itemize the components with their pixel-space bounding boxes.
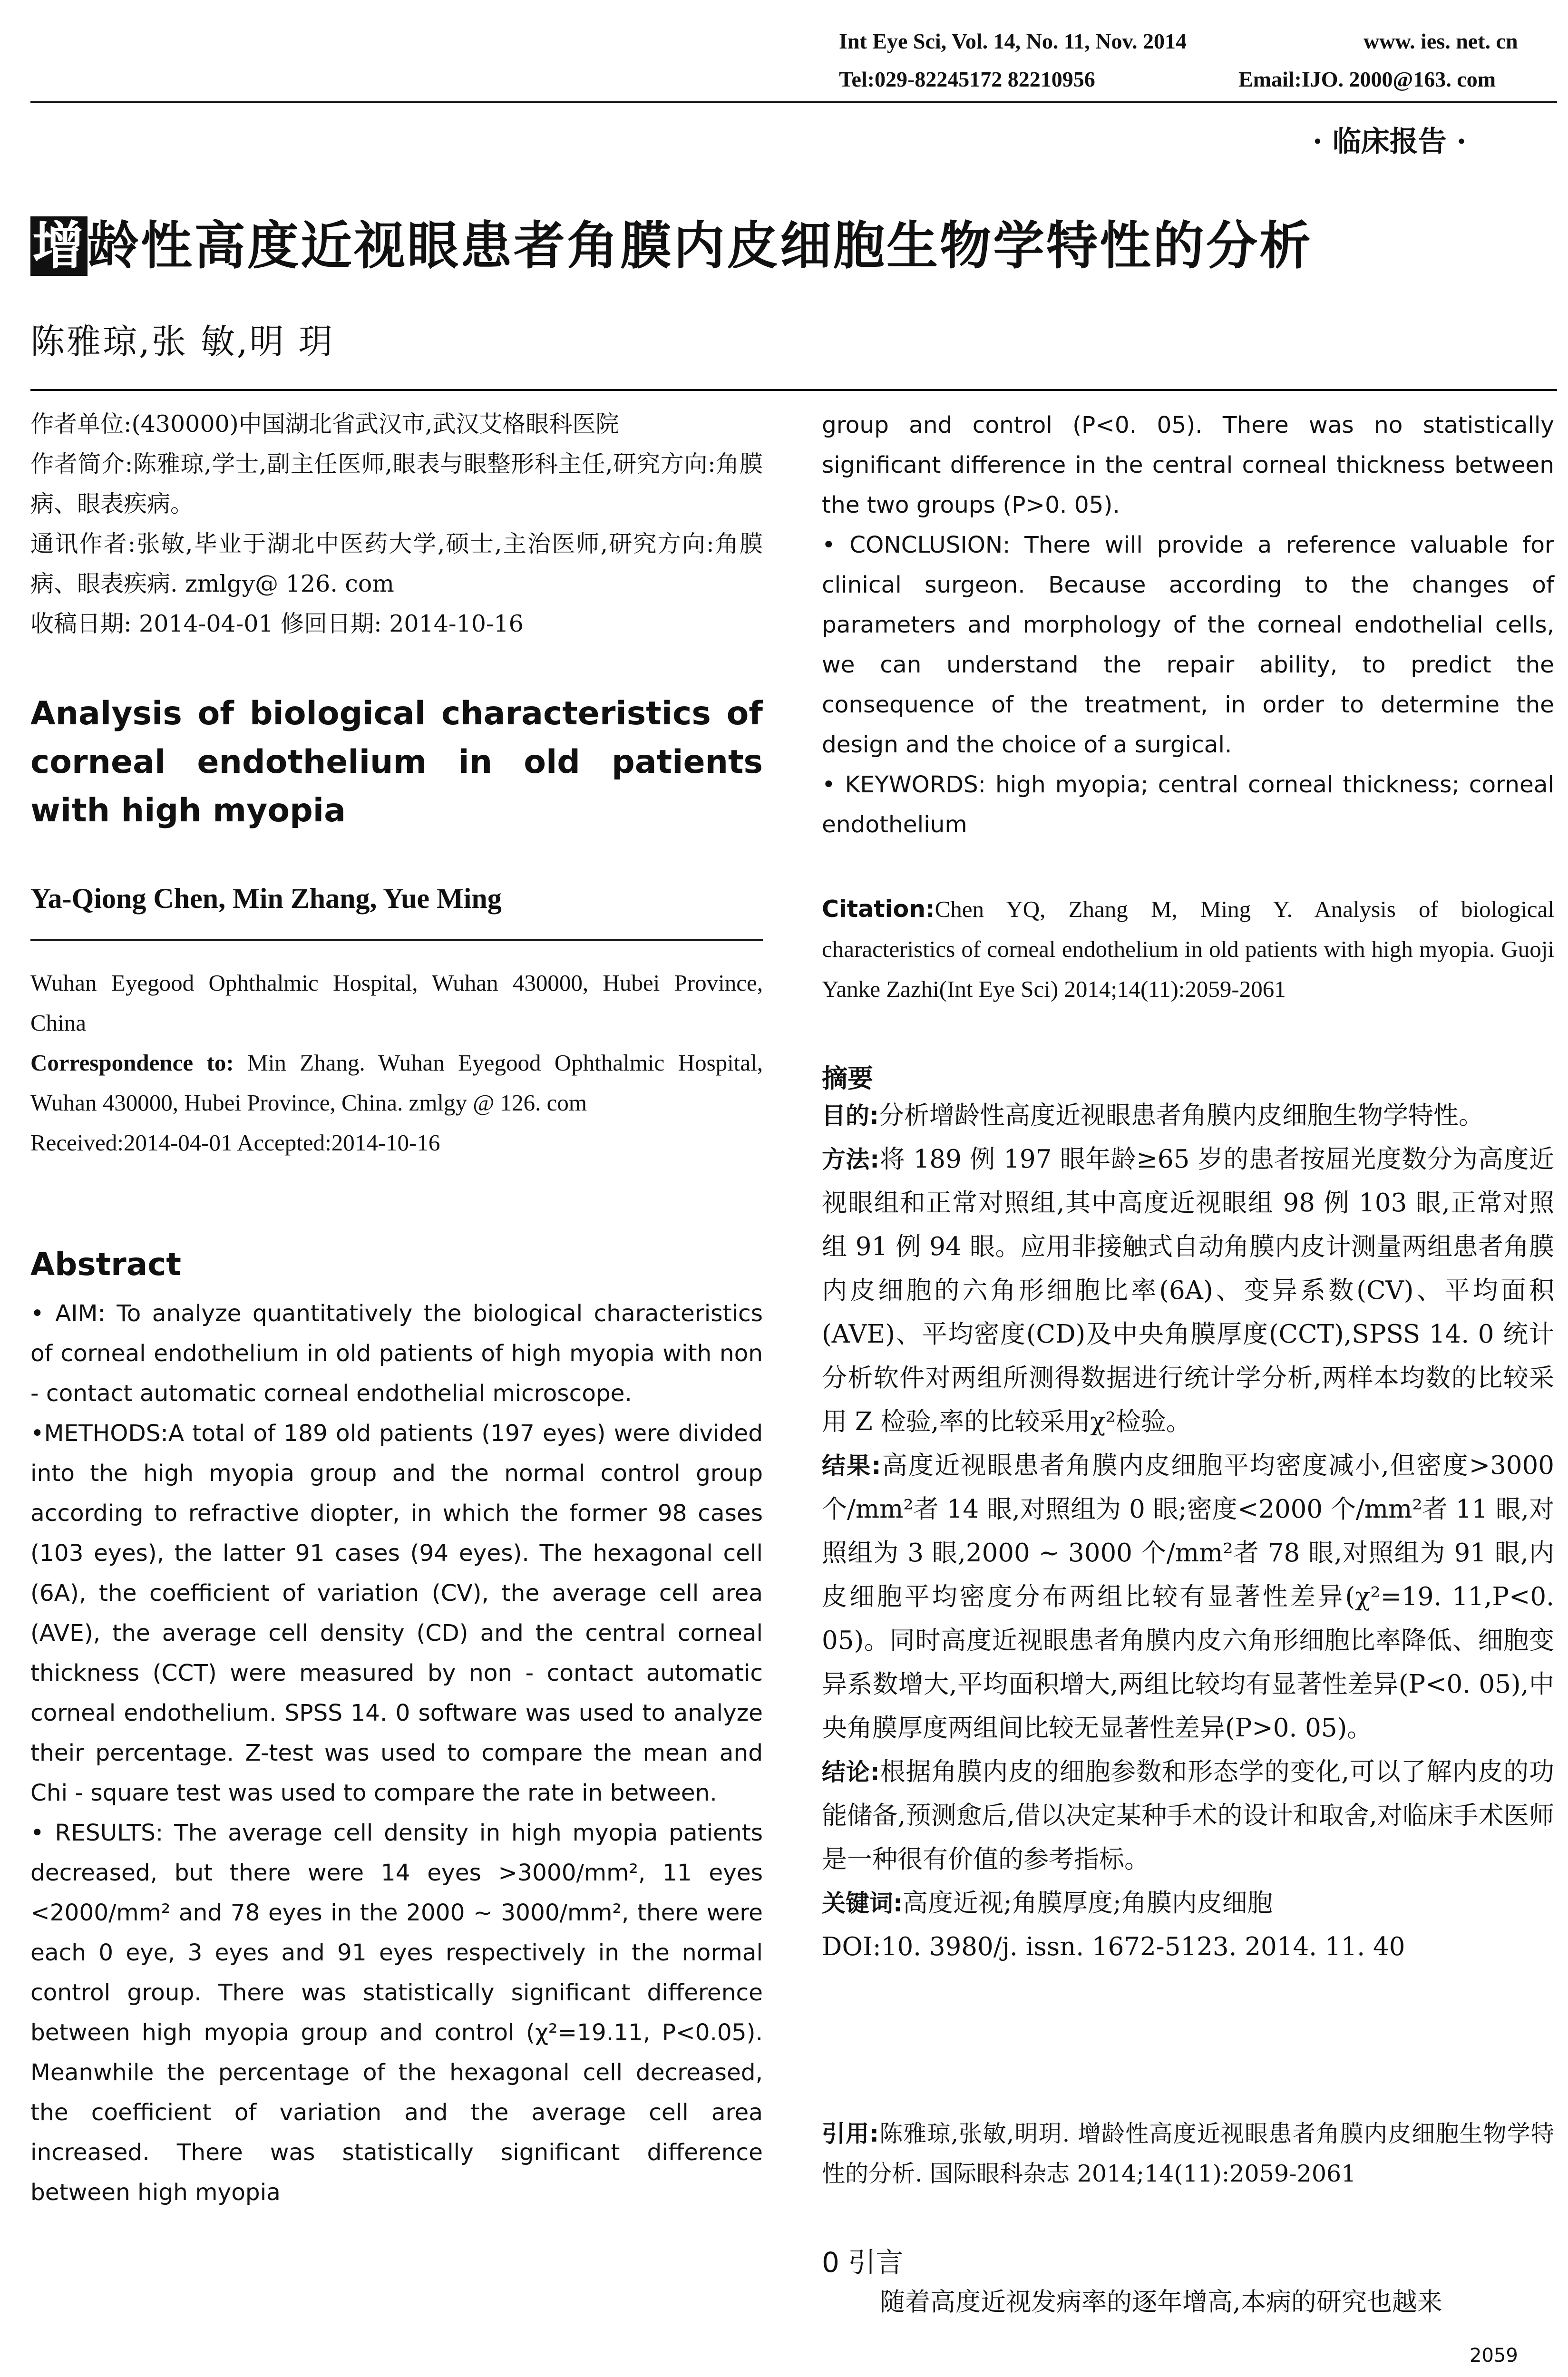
zh-results — [822, 1444, 1554, 1750]
authors-rule — [30, 939, 763, 941]
zh-abstract-body — [822, 1094, 1554, 1969]
author-info-cn — [30, 404, 763, 644]
correspondence-text: Min Zhang. Wuhan Eyegood Ophthalmic Hospital, Wuhan 430000, Hubei Province, China. zmlgy @ 126. com — [30, 1050, 763, 1116]
english-title: Analysis of biological characteristics of corneal endothelium in old patients with high myopia — [30, 695, 763, 829]
journal-website: www. ies. net. cn — [1363, 29, 1518, 53]
zh-aim — [822, 1094, 1554, 1138]
zh-abstract-heading: 摘要 — [822, 1063, 873, 1093]
zh-results-text: 高度近视眼患者角膜内皮细胞平均密度减小,但密度>3000 个/mm²者 14 眼,对照组为 0 眼;密度<2000 个/mm²者 11 眼,对照组为 3 眼,2000 ~ 3000 个/mm²者 78 眼,对照组为 91 眼,内皮细胞平均密度分布两组比较有显著性差异(χ²=19. 11,P<0. 05)。同时高度近视眼患者角膜内皮六角形细胞比率降低、细胞变异系数增大,平均面积增大,两组比较均有显著性差异(P<0. 05),中央角膜厚度两组间比较无显著性差异(P>0. 05)。 — [822, 1451, 1554, 1743]
page-title — [30, 205, 1313, 278]
abstract-results: • RESULTS: The average cell density in high myopia patients decreased, but there were 14 eyes >3000/mm², 11 eyes <2000/mm² and 78 eyes in the 2000 ~ 3000/mm², there were each 0 eye, 3 eyes and 91 eyes respectively in the normal control group. There was statistically significant difference between high myopia group and control (χ²=19.11, P<0.05). Meanwhile the percentage of the hexagonal cell decreased, the coefficient of variation and the average cell area increased. There was statistically significant difference between high myopia — [30, 1820, 763, 2206]
journal-info: Int Eye Sci, Vol. 14, No. 11, Nov. 2014 — [839, 29, 1187, 53]
doi: DOI:10. 3980/j. issn. 1672-5123. 2014. 11. 40 — [822, 1932, 1405, 1961]
abstract-results-continued: group and control (P<0. 05). There was no statistically significant difference in the central corneal thickness between the two groups (P>0. 05). — [822, 412, 1554, 518]
zh-results-label: 结果: — [822, 1452, 881, 1480]
header-rule — [30, 101, 1557, 103]
zh-conclusion-label: 结论: — [822, 1758, 880, 1786]
zh-keywords — [822, 1881, 1554, 1925]
zh-conclusion-text: 根据角膜内皮的细胞参数和形态学的变化,可以了解内皮的功能储备,预测愈后,借以决定某种手术的设计和取舍,对临床手术医师是一种很有价值的参考指标。 — [822, 1757, 1554, 1874]
abstract-heading: Abstract — [30, 1246, 181, 1283]
intro-heading: 0 引言 — [822, 2246, 904, 2279]
abstract-body — [30, 1294, 763, 2212]
citation-cn-text: 陈雅琼,张敏,明玥. 增龄性高度近视眼患者角膜内皮细胞生物学特性的分析. 国际眼科杂志 2014;14(11):2059-2061 — [822, 2120, 1554, 2187]
citation-label: Citation: — [822, 896, 935, 923]
zh-methods-text: 将 189 例 197 眼年龄≥65 岁的患者按屈光度数分为高度近视眼组和正常对照组,其中高度近视眼组 98 例 103 眼,正常对照组 91 例 94 眼。应用非接触式自动角膜内皮计测量两组患者角膜内皮细胞的六角形细胞比率(6A)、变异系数(CV)、平均面积(AVE)、平均密度(CD)及中央角膜厚度(CCT),SPSS 14. 0 统计分析软件对两组所测得数据进行统计学分析,两样本均数的比较采用 Z 检验,率的比较采用χ²检验。 — [822, 1145, 1555, 1436]
affiliation-address: Wuhan Eyegood Ophthalmic Hospital, Wuhan 430000, Hubei Province, China — [30, 970, 763, 1036]
affiliation — [30, 963, 763, 1163]
title-rule — [30, 389, 1557, 391]
english-authors: Ya-Qiong Chen, Min Zhang, Yue Ming — [30, 883, 502, 914]
zh-methods — [822, 1138, 1554, 1444]
author-unit: 作者单位:(430000)中国湖北省武汉市,武汉艾格眼科医院 — [30, 410, 619, 438]
title-first-char: 增 — [30, 216, 88, 276]
zh-aim-text: 分析增龄性高度近视眼患者角膜内皮细胞生物学特性。 — [879, 1101, 1484, 1130]
abstract-body-continued — [822, 405, 1554, 845]
citation-en — [822, 889, 1554, 1009]
zh-keywords-label: 关键词: — [822, 1890, 903, 1917]
abstract-conclusion: • CONCLUSION: There will provide a reference valuable for clinical surgeon. Because according to the changes of parameters and morphology of the corneal endothelial cells, we can understand the repair ability, to predict the consequence of the treatment, in order to determine the design and the choice of a surgical. — [822, 532, 1554, 758]
corresponding-author: 通讯作者:张敏,毕业于湖北中医药大学,硕士,主治医师,研究方向:角膜病、眼表疾病. zmlgy@ 126. com — [30, 530, 763, 597]
received-dates-en: Received:2014-04-01 Accepted:2014-10-16 — [30, 1130, 440, 1156]
zh-keywords-text: 高度近视;角膜厚度;角膜内皮细胞 — [903, 1889, 1273, 1918]
intro-text: 随着高度近视发病率的逐年增高,本病的研究也越来 — [880, 2288, 1442, 2317]
zh-aim-label: 目的: — [822, 1102, 879, 1130]
zh-methods-label: 方法: — [822, 1146, 880, 1173]
author-bio: 作者简介:陈雅琼,学士,副主任医师,眼表与眼整形科主任,研究方向:角膜病、眼表疾病。 — [30, 450, 763, 517]
abstract-aim: • AIM: To analyze quantitatively the biological characteristics of corneal endothelium in old patients of high myopia with non - contact automatic corneal endothelial microscope. — [30, 1300, 763, 1407]
received-dates-cn: 收稿日期: 2014-04-01 修回日期: 2014-10-16 — [30, 610, 524, 637]
authors-cn: 陈雅琼,张 敏,明 玥 — [30, 321, 335, 361]
journal-tel: Tel:029-82245172 82210956 — [839, 67, 1095, 91]
citation-cn — [822, 2114, 1554, 2194]
correspondence-label: Correspondence to: — [30, 1050, 234, 1076]
section-tag: · 临床报告 · — [1313, 125, 1467, 158]
abstract-methods: •METHODS:A total of 189 old patients (197 eyes) were divided into the high myopia group and the normal control group according to refractive diopter, in which the former 98 cases (103 eyes), the latter 91 cases (94 eyes). The hexagonal cell (6A), the coefficient of variation (CV), the average cell area (AVE), the average cell density (CD) and the central corneal thickness (CCT) were measured by non - contact automatic corneal endothelium. SPSS 14. 0 software was used to analyze their percentage. Z-test was used to compare the mean and Chi - square test was used to compare the rate in between. — [30, 1420, 763, 1806]
page-number: 2059 — [1470, 2345, 1518, 2367]
zh-conclusion — [822, 1750, 1554, 1881]
title-rest: 龄性高度近视眼患者角膜内皮细胞生物学特性的分析 — [88, 216, 1313, 276]
correspondence — [30, 1043, 763, 1123]
abstract-keywords: • KEYWORDS: high myopia; central corneal thickness; corneal endothelium — [822, 771, 1554, 838]
journal-email: Email:IJO. 2000@163. com — [1238, 67, 1496, 91]
citation-text: Chen YQ, Zhang M, Ming Y. Analysis of biological characteristics of corneal endothelium in old patients with high myopia. Guoji Yanke Zazhi(Int Eye Sci) 2014;14(11):2059-2061 — [822, 896, 1554, 1002]
citation-cn-label: 引用: — [822, 2120, 879, 2147]
